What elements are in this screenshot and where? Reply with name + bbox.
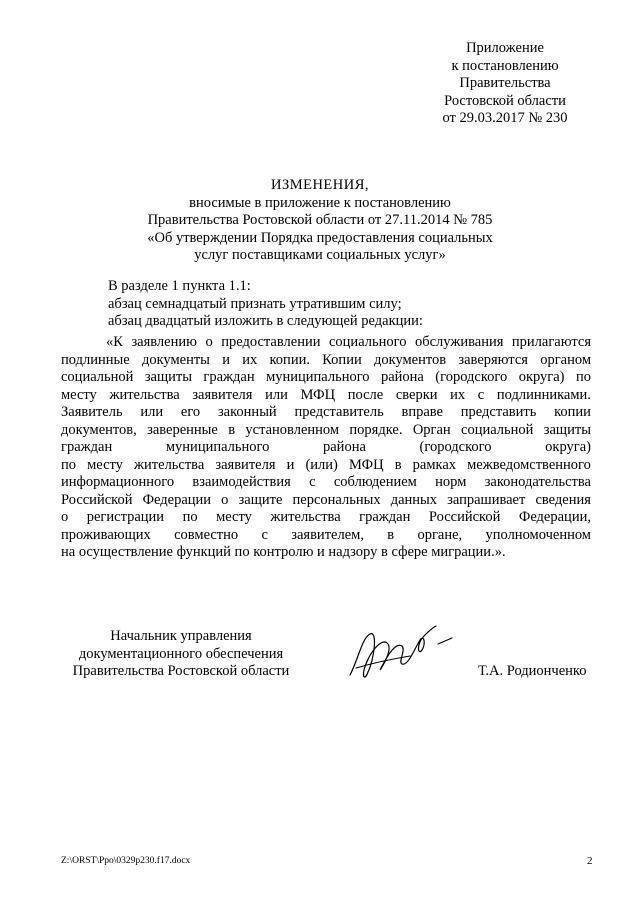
quote-word: совместно <box>174 526 239 543</box>
quote-word: Заявитель <box>61 404 123 420</box>
appendix-line: от 29.03.2017 № 230 <box>442 110 568 126</box>
quote-word: (городского <box>419 439 492 455</box>
quote-word: соблюдением <box>333 474 417 490</box>
quote-word: Российской <box>428 509 501 525</box>
intro-line: абзац семнадцатый признать утратившим силу; <box>108 295 402 312</box>
quote-word: МФЦ <box>300 386 336 403</box>
quote-word: социального <box>328 334 407 350</box>
quote-word: их <box>450 386 466 403</box>
quote-word: месту <box>216 509 252 525</box>
quote-word: защиты <box>144 369 192 385</box>
quote-word: по <box>61 456 77 473</box>
signatory-name: Т.А. Родионченко <box>478 663 587 679</box>
quote-word: муниципального <box>165 439 270 455</box>
appendix-line: к постановлению <box>451 57 559 74</box>
quote-line <box>61 544 591 562</box>
quote-word: его <box>180 404 201 420</box>
quote-word: проживающих <box>61 526 151 543</box>
quote-word: документов, <box>61 421 137 438</box>
quote-word: заявителя <box>192 386 253 403</box>
quote-word: после <box>347 386 384 403</box>
quote-word: округа) <box>518 369 565 385</box>
quote-word: обслуживания <box>414 334 504 350</box>
appendix-line: Правительства <box>459 75 551 91</box>
quote-word: предоставлении <box>221 334 321 350</box>
quote-word: района <box>380 369 424 385</box>
quote-word: документов <box>373 351 447 368</box>
quote-word: по <box>182 509 198 525</box>
quote-word: данных <box>390 491 438 508</box>
quote-word: персональных <box>292 491 381 508</box>
quote-word: копии <box>554 404 591 420</box>
page-number: 2 <box>587 855 593 867</box>
quote-word: заявителя <box>215 456 276 473</box>
quote-word: законодательства <box>484 474 591 490</box>
quote-word: «К <box>106 334 123 350</box>
quote-word: по <box>575 369 591 385</box>
quote-line <box>61 439 591 457</box>
title-line: Правительства Ростовской области от 27.11.2014 № 785 <box>147 212 493 228</box>
signatory-title-line: Начальник управления <box>110 628 252 644</box>
title-heading: ИЗМЕНЕНИЯ, <box>270 177 370 193</box>
quote-word: и <box>222 351 230 368</box>
quote-word: органом <box>540 351 591 368</box>
quote-word: в <box>228 421 236 438</box>
quote-line <box>61 457 591 475</box>
quote-word: с <box>261 526 268 543</box>
quote-word: представить <box>460 404 537 420</box>
quote-word: (или) <box>305 456 338 473</box>
quote-word: или <box>140 404 164 420</box>
handwritten-signature <box>340 620 460 690</box>
quote-word: рамках <box>412 456 457 473</box>
quote-word: уполномоченном <box>485 526 591 543</box>
quote-word: жительства <box>270 509 341 525</box>
quote-word: МФЦ <box>348 456 384 473</box>
quote-word: жительства <box>134 456 205 473</box>
quote-word: органе, <box>417 526 463 543</box>
quote-word: подлинные <box>61 351 130 368</box>
quote-word: о <box>205 334 213 350</box>
quote-word: заявителем, <box>291 526 364 543</box>
quote-line <box>61 387 591 405</box>
title-line: вносимые в приложение к постановлению <box>189 194 451 211</box>
quote-word: запрашивает <box>447 491 526 508</box>
quote-word: межведомственного <box>467 456 591 473</box>
quote-line <box>61 369 591 387</box>
quote-word: прилагаются <box>511 334 591 350</box>
quote-word: вправе <box>401 404 443 420</box>
quote-line <box>61 352 591 370</box>
document-title <box>70 177 570 265</box>
quote-word: о <box>221 491 229 508</box>
quote-word: информационного <box>61 474 175 490</box>
quote-word: в <box>387 526 395 543</box>
quote-word: района <box>323 439 366 455</box>
quote-word: в <box>394 456 402 473</box>
quote-line <box>106 334 591 352</box>
quote-word: муниципального <box>266 369 370 385</box>
quote-word: порядке. <box>349 421 403 438</box>
signatory-title-line: документационного обеспечения <box>78 645 284 662</box>
quoted-paragraph <box>61 334 591 562</box>
quote-word: Федерации, <box>518 509 591 525</box>
quote-word: с <box>477 386 485 403</box>
quote-word: (городского <box>435 369 508 385</box>
quote-word: заверенные <box>147 421 218 438</box>
quote-word: установленном <box>245 421 340 438</box>
title-line: «Об утверждении Порядка предоставления социальных <box>147 229 493 246</box>
quote-word: месту <box>87 456 123 473</box>
quote-word: регистрации <box>86 509 165 525</box>
quote-word: или <box>265 386 288 403</box>
quote-word: граждан <box>359 509 411 525</box>
quote-line <box>61 492 591 510</box>
quote-word: и <box>286 456 295 473</box>
appendix-line: Ростовской области <box>444 92 566 109</box>
signatory-title <box>61 628 301 681</box>
signatory-title-line: Правительства Ростовской области <box>72 663 290 679</box>
quote-word: взаимодействия <box>192 474 291 490</box>
quote-word: социальной <box>461 421 534 438</box>
quote-word: граждан <box>203 369 255 385</box>
quote-word: Федерации <box>142 491 212 508</box>
file-path: Z:\ORST\Ppo\0329p230.f17.docx <box>61 856 191 866</box>
appendix-line: Приложение <box>466 40 544 56</box>
quote-word: представитель <box>294 404 384 420</box>
quote-word: заверяются <box>458 351 528 368</box>
quote-word: Копии <box>322 351 362 368</box>
quote-line <box>61 404 591 422</box>
intro-paragraph <box>108 278 588 331</box>
quote-word: защиты <box>543 421 591 438</box>
quote-word: социальной <box>61 369 134 385</box>
intro-line: В разделе 1 пункта 1.1: <box>108 278 251 294</box>
quote-word: копии. <box>269 351 310 368</box>
quote-word: подлинниками. <box>496 386 591 403</box>
quote-word: Орган <box>412 421 451 438</box>
quote-word: месту <box>61 386 97 403</box>
quote-word: округа) <box>545 439 591 455</box>
quote-word: норм <box>435 474 467 490</box>
quote-word: сверки <box>395 386 438 403</box>
quote-word: Российской <box>61 491 133 508</box>
quote-word: документы <box>141 351 210 368</box>
quote-word: с <box>309 474 316 490</box>
quote-word: законный <box>217 404 277 420</box>
quote-line <box>61 509 591 527</box>
quote-line <box>61 527 591 545</box>
quote-word: жительства <box>109 386 180 403</box>
quote-line <box>61 422 591 440</box>
quote-word: заявлению <box>131 334 197 350</box>
intro-line: абзац двадцатый изложить в следующей редакции: <box>108 313 423 329</box>
quote-word: о <box>61 509 69 525</box>
quote-line-text: на осуществление функций по контролю и надзору в сфере миграции.». <box>61 544 506 560</box>
quote-word: сведения <box>535 491 591 508</box>
quote-word: защите <box>238 491 283 508</box>
appendix-header <box>420 40 590 128</box>
quote-word: их <box>242 351 258 368</box>
title-line: услуг поставщиками социальных услуг» <box>194 247 446 263</box>
quote-line <box>61 474 591 492</box>
quote-word: граждан <box>61 439 113 455</box>
